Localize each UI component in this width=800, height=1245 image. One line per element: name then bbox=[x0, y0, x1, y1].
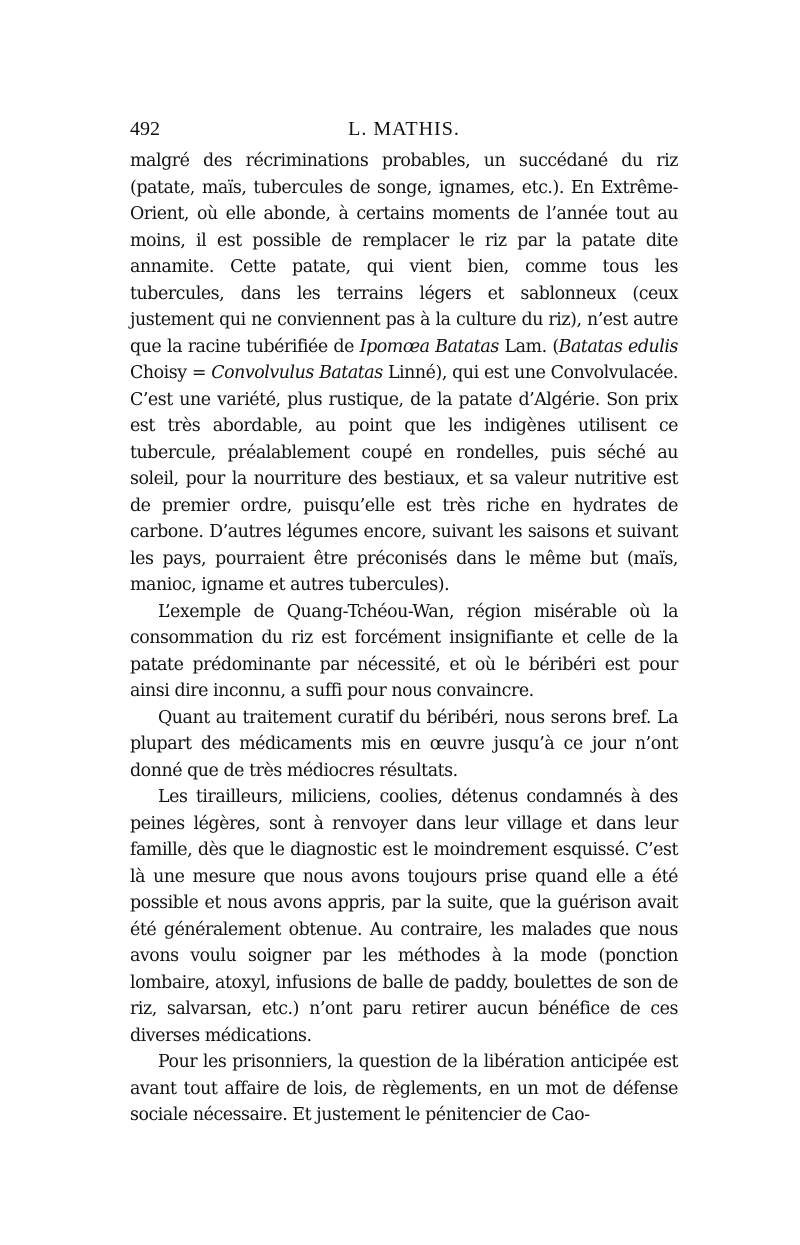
paragraph-2 bbox=[130, 599, 678, 705]
running-head bbox=[130, 114, 678, 144]
body-text bbox=[130, 148, 678, 1129]
text-segment: L’exemple de Quang-Tchéou-Wan, région misérable où la consommation du riz est forcément insignifiante et celle de la patate prédominante par nécessité, et où le béribéri est pour ainsi dire inconnu, a suffi pour nous convaincre. bbox=[130, 601, 678, 701]
paragraph-5 bbox=[130, 1049, 678, 1129]
text-segment: Les tirailleurs, miliciens, coolies, détenus condamnés à des peines légères, sont à renvoyer dans leur village et dans leur famille, dès que le diagnostic est le moindrement esquissé. C’est là une mesure que nous avons toujours prise quand elle a été possible et nous avons appris, par la suite, que la guérison avait été généralement obtenue. Au contraire, les malades que nous avons voulu soigner par les méthodes à la mode (ponction lombaire, atoxyl, infusions de balle de paddy, boulettes de son de riz, salvarsan, etc.) n’ont paru retirer aucun bénéfice de ces diverses médications. bbox=[130, 787, 678, 1046]
paragraph-1 bbox=[130, 148, 678, 599]
paragraph-4 bbox=[130, 784, 678, 1049]
text-segment: Quant au traitement curatif du béribéri, nous serons bref. La plupart des médicaments mis en œuvre jusqu’à ce jour n’ont donné que de très médiocres résultats. bbox=[130, 707, 678, 781]
text-segment: Linné), qui est une Convolvulacée. C’est une variété, plus rustique, de la patate d’Algérie. Son prix est très abordable, au point que les indigènes utilisent ce tubercule, préalablement coupé en rondelles, puis séché au soleil, pour la nourriture des bestiaux, et sa valeur nutritive est de premier ordre, puisqu’elle est très riche en hydrates de carbone. D’autres légumes encore, suivant les saisons et suivant les pays, pourraient être préconisés dans le même but (maïs, manioc, igname et autres tubercules). bbox=[130, 363, 678, 595]
text-segment: Lam. ( bbox=[498, 336, 559, 357]
running-title: L. MATHIS. bbox=[348, 118, 460, 140]
paragraph-3 bbox=[130, 705, 678, 785]
italic-term: Ipomœa Batatas bbox=[359, 336, 499, 357]
page-number: 492 bbox=[130, 118, 160, 140]
italic-term: Convolvulus Batatas bbox=[211, 363, 383, 383]
text-segment: malgré des récriminations probables, un succédané du riz (patate, maïs, tubercules de songe, ignames, etc.). En Extrême-Orient, où elle abonde, à certains moments de l’année tout au moins, il est possible de remplacer le riz par la patate dite annamite. Cette patate, qui vient bien, comme tous les tubercules, dans les terrains légers et sablonneux (ceux justement qui ne conviennent pas à la culture du riz), n’est autre que la racine tubérifiée de bbox=[130, 151, 678, 357]
italic-term: Batatas edulis bbox=[558, 336, 678, 357]
text-segment: Pour les prisonniers, la question de la libération anticipée est avant tout affaire de lois, de règlements, en un mot de défense sociale nécessaire. Et justement le pénitencier de Cao- bbox=[130, 1052, 678, 1125]
text-segment: Choisy = bbox=[130, 363, 212, 383]
